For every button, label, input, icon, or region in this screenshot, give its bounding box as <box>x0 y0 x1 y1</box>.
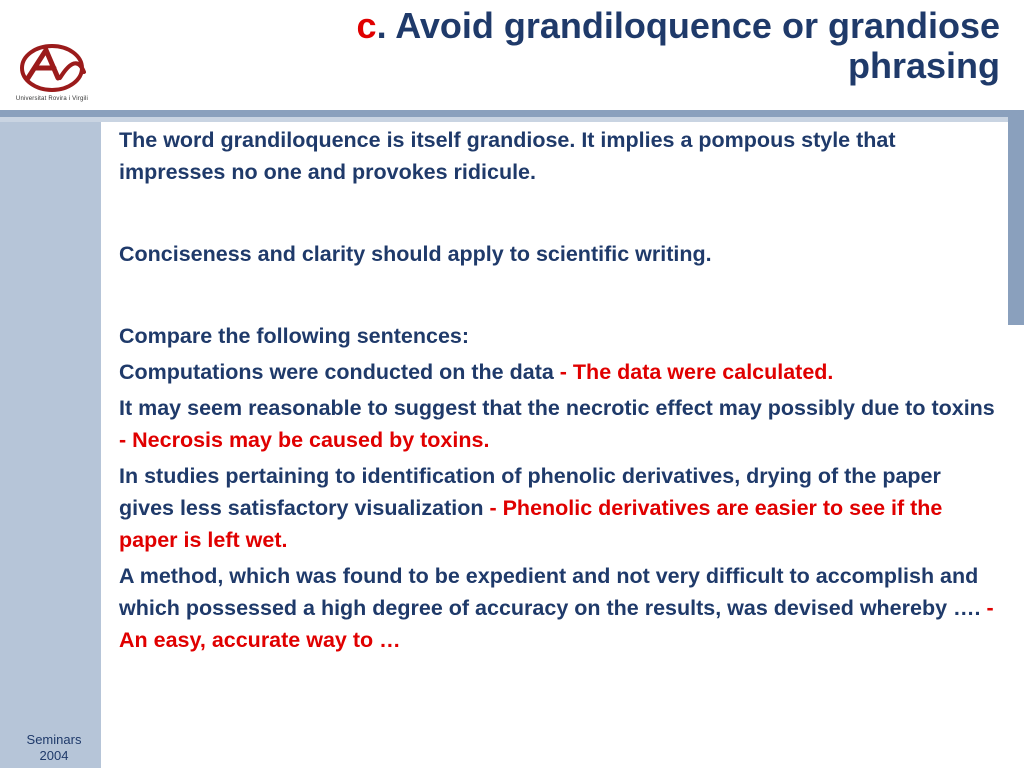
title-rule <box>0 110 1024 117</box>
title-letter: c <box>356 5 377 46</box>
paragraph: Conciseness and clarity should apply to scientific writing. <box>119 242 712 266</box>
logo-caption: Universitat Rovira i Virgili <box>15 96 89 102</box>
example-separator: - <box>119 428 133 452</box>
example-correction: The data were calculated. <box>572 360 834 384</box>
right-strip <box>1010 325 1024 768</box>
paragraph: The word grandiloquence is itself grandiose. It implies a pompous style that impresses no one and provokes ridicule. <box>119 128 896 184</box>
university-logo <box>6 38 98 108</box>
example-correction: Phenolic derivatives are easier to see if the paper is left wet. <box>119 496 943 552</box>
footer <box>8 732 100 764</box>
right-shadow <box>1008 110 1024 325</box>
example-text: A method, which was found to be expedient and not very difficult to accomplish and which possessed a high degree of accuracy on the results, was devised whereby …. <box>119 564 981 620</box>
example-item <box>119 356 999 388</box>
sidebar-edge <box>101 66 103 768</box>
example-item <box>119 460 999 556</box>
footer-line-2: 2004 <box>39 748 69 763</box>
example-item <box>119 560 999 656</box>
example-text: Computations were conducted on the data <box>119 360 554 384</box>
example-separator: - <box>980 596 994 620</box>
example-text: In studies pertaining to identification of phenolic derivatives, drying of the paper gives less satisfactory visualization <box>119 464 941 520</box>
example-correction: Necrosis may be caused by toxins. <box>132 428 490 452</box>
example-text: It may seem reasonable to suggest that the necrotic effect may possibly due to toxins <box>119 396 995 420</box>
example-item <box>119 392 999 456</box>
example-separator: - <box>553 360 573 384</box>
page-title <box>240 6 1000 86</box>
example-correction: An easy, accurate way to … <box>119 628 401 652</box>
example-separator: - <box>483 496 503 520</box>
title-text: . Avoid grandiloquence or grandiose phrasing <box>376 5 1000 86</box>
paragraph: Compare the following sentences: <box>119 324 470 348</box>
slide-body <box>119 124 999 656</box>
footer-line-1: Seminars <box>26 732 82 747</box>
university-logo-icon <box>6 38 98 94</box>
